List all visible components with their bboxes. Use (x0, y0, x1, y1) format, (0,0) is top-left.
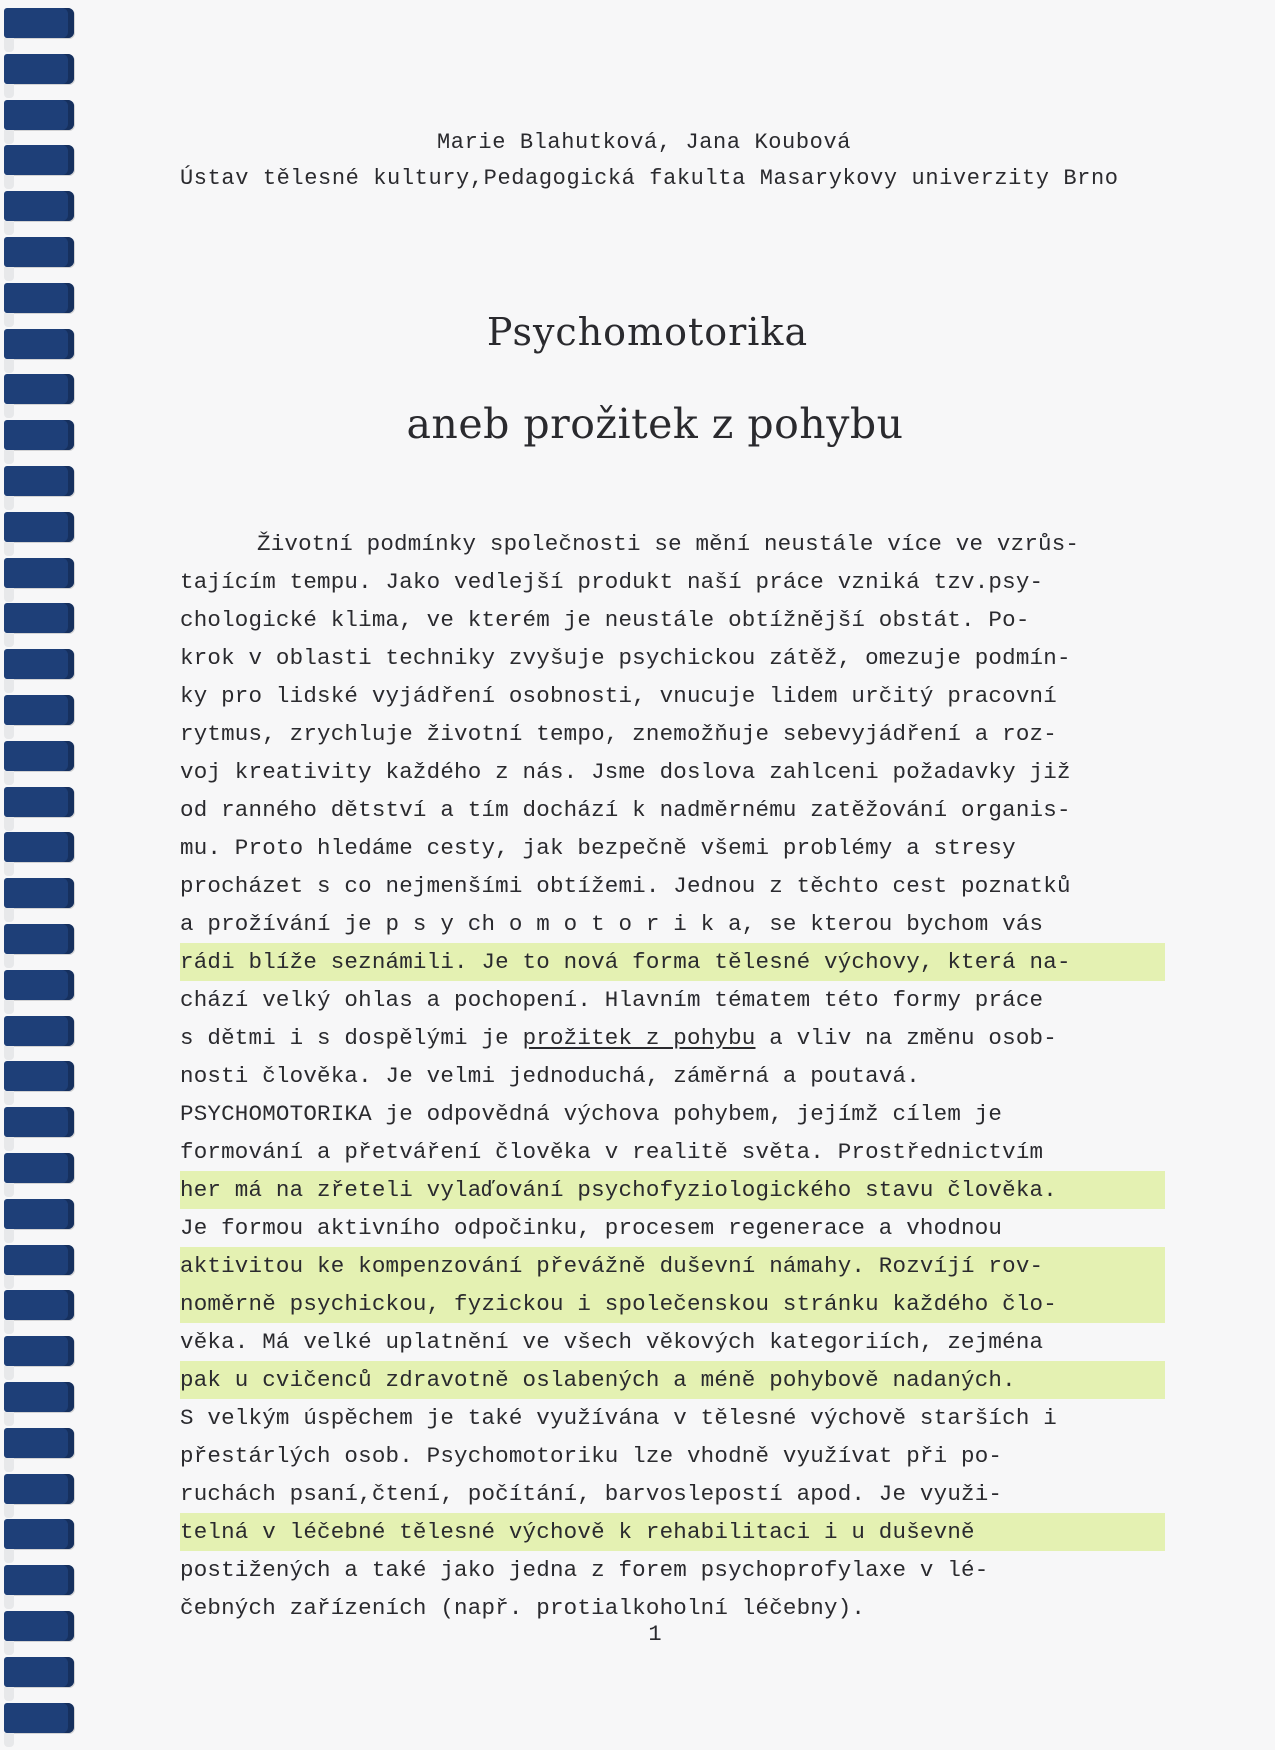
binding-coil (4, 558, 74, 588)
binding-coil (4, 649, 74, 679)
text-line: chází velký ohlas a pochopení. Hlavním tématem této formy práce (180, 987, 1044, 1013)
binding-coil (4, 1565, 74, 1595)
binding-coil (4, 54, 74, 84)
text-line: krok v oblasti techniky zvyšuje psychickou zátěž, omezuje podmín- (180, 645, 1071, 671)
binding-coil (4, 924, 74, 954)
text-line: ruchách psaní,čtení, počítání, barvoslepostí apod. Je využi- (180, 1481, 1003, 1507)
text-line: postižených a také jako jedna z forem psychoprofylaxe v lé- (180, 1557, 989, 1583)
text-segment: s dětmi i s dospělými je (180, 1025, 523, 1051)
text-line (180, 1019, 1165, 1057)
binding-coil (4, 787, 74, 817)
text-line: tajícím tempu. Jako vedlejší produkt naší práce vzniká tzv.psy- (180, 569, 1044, 595)
text-line-highlighted: telná v léčebné tělesné výchově k rehabilitaci i u duševně (180, 1513, 1165, 1551)
text-line: přestárlých osob. Psychomotoriku lze vhodně využívat při po- (180, 1443, 1003, 1469)
binding-coil (4, 1290, 74, 1320)
binding-coil (4, 695, 74, 725)
binding-coil (4, 145, 74, 175)
text-line: věka. Má velké uplatnění ve všech věkových kategoriích, zejména (180, 1329, 1044, 1355)
binding-coil (4, 1428, 74, 1458)
text-line-highlighted: noměrně psychickou, fyzickou i společenskou stránku každého člo- (180, 1285, 1165, 1323)
page-number: 1 (648, 1622, 662, 1647)
text-line: mu. Proto hledáme cesty, jak bezpečně všemi problémy a stresy (180, 835, 1016, 861)
binding-coil (4, 1245, 74, 1275)
text-segment: a vliv na změnu osob- (755, 1025, 1057, 1051)
author-affiliation: Ústav tělesné kultury,Pedagogická fakulta Masarykovy univerzity Brno (180, 166, 1119, 191)
underlined-phrase: prožitek z pohybu (522, 1025, 756, 1051)
text-line: Životní podmínky společnosti se mění neustále více ve vzrůs- (257, 531, 1080, 557)
author-names: Marie Blahutková, Jana Koubová (437, 130, 852, 155)
binding-coil (4, 8, 74, 38)
text-line: voj kreativity každého z nás. Jsme doslova zahlceni požadavky již (180, 759, 1071, 785)
binding-coil (4, 970, 74, 1000)
text-line-highlighted: her má na zřeteli vylaďování psychofyziologického stavu člověka. (180, 1171, 1165, 1209)
binding-coil (4, 1336, 74, 1366)
text-line: S velkým úspěchem je také využívána v tělesné výchově starších i (180, 1405, 1057, 1431)
body-text (180, 525, 1165, 1627)
binding-coil (4, 878, 74, 908)
document-subtitle: aneb prožitek z pohybu (406, 400, 904, 448)
binding-coil (4, 1519, 74, 1549)
text-line: nosti člověka. Je velmi jednoduchá, záměrná a poutavá. (180, 1063, 920, 1089)
text-line: Je formou aktivního odpočinku, procesem regenerace a vhodnou (180, 1215, 1003, 1241)
binding-coil (4, 100, 74, 130)
binding-coil (4, 1016, 74, 1046)
text-line: formování a přetváření člověka v realitě světa. Prostřednictvím (180, 1139, 1044, 1165)
text-line-highlighted: aktivitou ke kompenzování převážně duševní námahy. Rozvíjí rov- (180, 1247, 1165, 1285)
binding-coil (4, 1153, 74, 1183)
text-line: od ranného dětství a tím dochází k nadměrnému zatěžování organis- (180, 797, 1071, 823)
text-line: procházet s co nejmenšími obtížemi. Jednou z těchto cest poznatků (180, 873, 1071, 899)
binding-coil (4, 512, 74, 542)
binding-coil (4, 832, 74, 862)
binding-coil (4, 466, 74, 496)
spiral-binding (0, 0, 80, 1750)
binding-coil (4, 603, 74, 633)
text-line-highlighted: rádi blíže seznámili. Je to nová forma tělesné výchovy, která na- (180, 943, 1165, 981)
binding-coil (4, 1474, 74, 1504)
binding-coil (4, 741, 74, 771)
binding-coil (4, 1382, 74, 1412)
binding-coil (4, 191, 74, 221)
binding-coil (4, 1703, 74, 1733)
binding-coil (4, 1107, 74, 1137)
document-title: Psychomotorika (486, 310, 809, 354)
text-line: a prožívání je p s y ch o m o t o r i k a, se kterou bychom vás (180, 911, 1044, 937)
text-line-highlighted: pak u cvičenců zdravotně oslabených a méně pohybově nadaných. (180, 1361, 1165, 1399)
binding-coil (4, 1657, 74, 1687)
binding-coil (4, 283, 74, 313)
binding-coil (4, 1061, 74, 1091)
text-line: chologické klima, ve kterém je neustále obtížnější obstát. Po- (180, 607, 1030, 633)
text-line: ky pro lidské vyjádření osobnosti, vnucuje lidem určitý pracovní (180, 683, 1057, 709)
binding-coil (4, 237, 74, 267)
text-line: čebných zařízeních (např. protialkoholní léčebny). (180, 1595, 866, 1621)
text-line: PSYCHOMOTORIKA je odpovědná výchova pohybem, jejímž cílem je (180, 1101, 1003, 1127)
text-line: rytmus, zrychluje životní tempo, znemožňuje sebevyjádření a roz- (180, 721, 1057, 747)
binding-coil (4, 1199, 74, 1229)
